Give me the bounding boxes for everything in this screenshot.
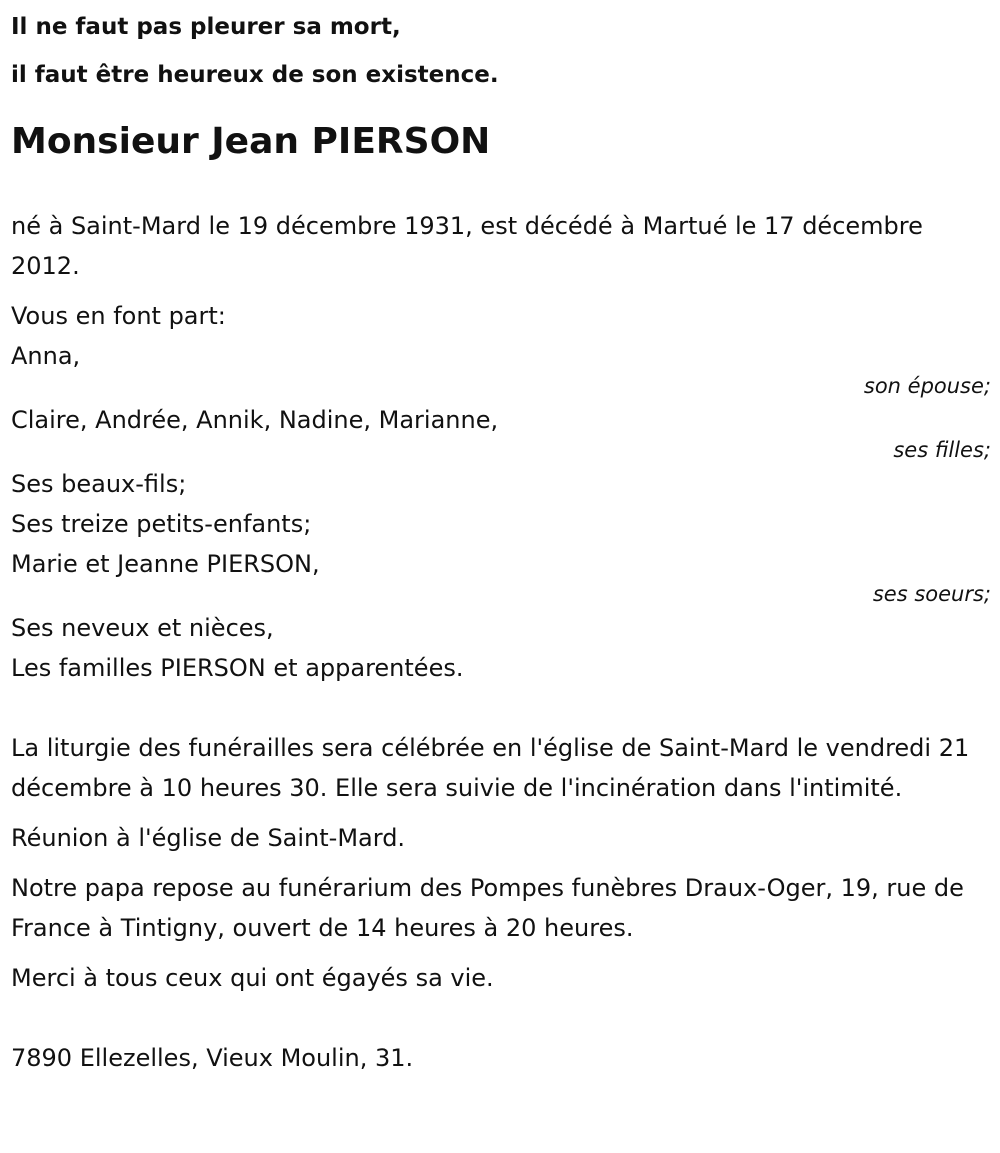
sisters-relation: ses soeurs; xyxy=(872,582,991,606)
address-text: 7890 Ellezelles, Vieux Moulin, 31. xyxy=(11,1044,414,1072)
obituary-notice xyxy=(11,0,991,1078)
meeting-text: Réunion à l'église de Saint-Mard. xyxy=(11,824,406,852)
spouse-names: Anna, xyxy=(11,342,81,370)
deceased-name: Monsieur Jean PIERSON xyxy=(11,121,491,162)
family-daughters xyxy=(11,400,991,462)
birth-death-text: né à Saint-Mard le 19 décembre 1931, est décédé à Martué le 17 décembre 2012. xyxy=(11,212,923,280)
announce-text: Vous en font part: xyxy=(11,302,226,330)
sisters-names: Marie et Jeanne PIERSON, xyxy=(11,550,320,578)
quote-line-2: il faut être heureux de son existence. xyxy=(11,62,499,88)
daughters-names: Claire, Andrée, Annik, Nadine, Marianne, xyxy=(11,406,499,434)
nephews-text: Ses neveux et nièces, xyxy=(11,614,274,642)
liturgy-text: La liturgie des funérailles sera célébrée en l'église de Saint-Mard le vendredi 21 décembre à 10 heures 30. Elle sera suivie de l'incinération dans l'intimité. xyxy=(11,734,970,802)
family-others xyxy=(11,464,991,606)
families-text: Les familles PIERSON et apparentées. xyxy=(11,654,464,682)
sons-in-law-text: Ses beaux-fils; xyxy=(11,470,187,498)
grandchildren-text: Ses treize petits-enfants; xyxy=(11,510,312,538)
family-extended xyxy=(11,608,991,688)
family-spouse xyxy=(11,336,991,398)
quote-line-1: Il ne faut pas pleurer sa mort, xyxy=(11,14,401,40)
daughters-relation: ses filles; xyxy=(893,438,991,462)
spouse-relation: son épouse; xyxy=(863,374,991,398)
rest-text: Notre papa repose au funérarium des Pompes funèbres Draux-Oger, 19, rue de France à Tintigny, ouvert de 14 heures à 20 heures. xyxy=(11,874,964,942)
thanks-text: Merci à tous ceux qui ont égayés sa vie. xyxy=(11,964,494,992)
